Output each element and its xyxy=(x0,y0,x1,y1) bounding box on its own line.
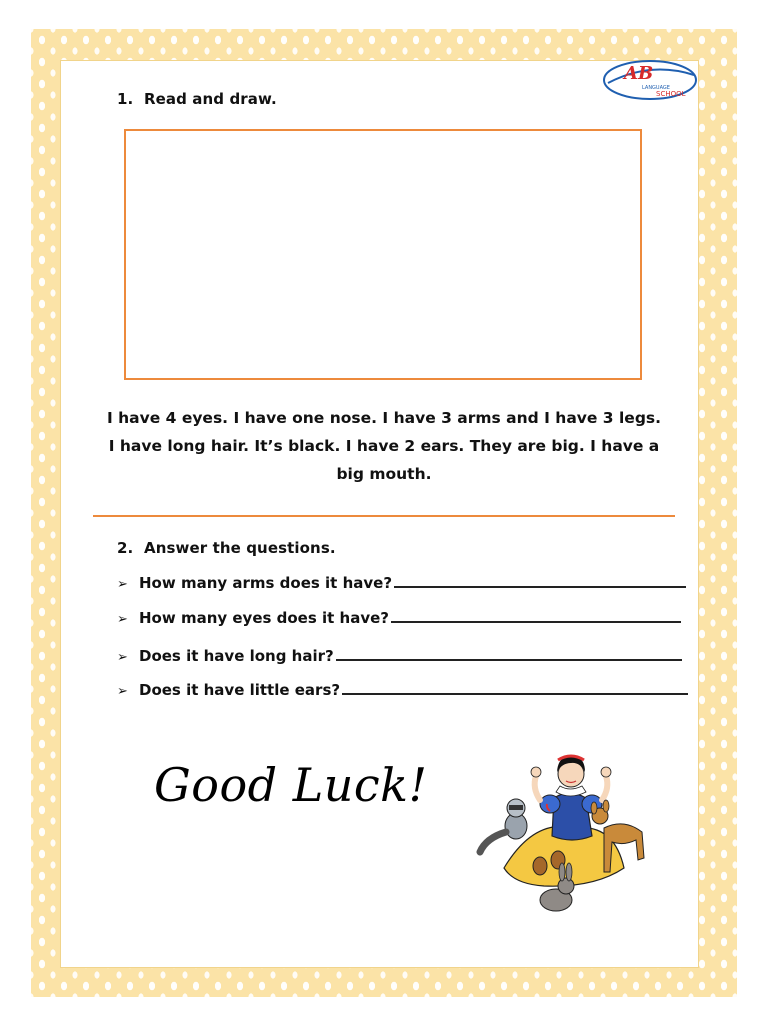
section2-heading xyxy=(117,539,336,557)
arrowhead-bullet-icon: ➢ xyxy=(117,684,128,699)
question-text: How many eyes does it have? xyxy=(139,609,389,627)
answer-line[interactable] xyxy=(336,659,682,661)
logo-line1: LANGUAGE xyxy=(642,85,670,91)
ab-school-logo xyxy=(602,59,698,101)
question-row xyxy=(117,681,688,699)
arrowhead-bullet-icon: ➢ xyxy=(117,650,128,665)
question-text: Does it have little ears? xyxy=(139,681,341,699)
section2-number: 2. xyxy=(117,539,134,557)
question-row xyxy=(117,574,686,592)
answer-line[interactable] xyxy=(394,586,686,588)
logo-letters: AB xyxy=(624,63,654,84)
arrowhead-bullet-icon: ➢ xyxy=(117,577,128,592)
question-text: Does it have long hair? xyxy=(139,647,334,665)
answer-line[interactable] xyxy=(391,621,681,623)
description-paragraph: I have 4 eyes. I have one nose. I have 3 arms and I have 3 legs. I have long hair. It’s black. I have 2 ears. They are big. I have a big mouth. xyxy=(106,409,662,483)
section1-title: Read and draw. xyxy=(144,90,277,108)
question-row xyxy=(117,609,681,627)
logo-line2: SCHOOL xyxy=(656,90,686,98)
drawing-area[interactable] xyxy=(124,129,642,380)
snow-white-with-animals-illustration xyxy=(474,748,664,922)
question-text: How many arms does it have? xyxy=(139,574,393,592)
answer-line[interactable] xyxy=(342,693,688,695)
section1-heading xyxy=(117,90,277,108)
section1-number: 1. xyxy=(117,90,134,108)
arrowhead-bullet-icon: ➢ xyxy=(117,612,128,627)
good-luck-heading: Good Luck! xyxy=(154,758,428,812)
question-row xyxy=(117,647,682,665)
section2-title: Answer the questions. xyxy=(144,539,336,557)
section-divider xyxy=(93,515,675,517)
